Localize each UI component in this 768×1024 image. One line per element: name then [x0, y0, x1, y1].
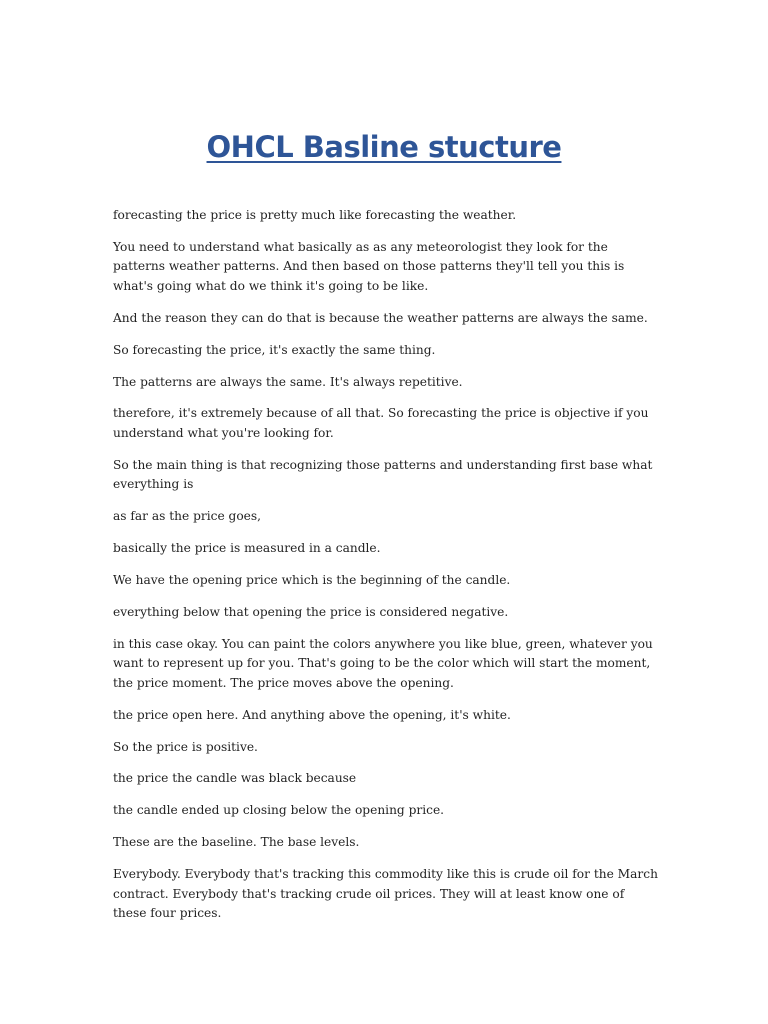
paragraph-2: You need to understand what basically as as any meteorologist they look for the patterns weather patterns. And then based on those patterns they'll tell you this is what's going what do we think it's going to be like. [113, 239, 625, 293]
paragraph-10: We have the opening price which is the beginning of the candle. [113, 573, 511, 588]
paragraph-15: the price the candle was black because [113, 771, 357, 786]
paragraph-5: The patterns are always the same. It's always repetitive. [113, 374, 463, 389]
document-body [113, 206, 658, 936]
paragraph-11: everything below that opening the price is considered negative. [113, 604, 509, 619]
paragraph-12: in this case okay. You can paint the colors anywhere you like blue, green, whatever you want to represent up for you. That's going to be the color which will start the moment, the price moment. The price moves above the opening. [113, 636, 653, 690]
paragraph-3: And the reason they can do that is because the weather patterns are always the same. [113, 310, 648, 325]
paragraph-9: basically the price is measured in a candle. [113, 541, 381, 556]
document-title: OHCL Basline stucture [206, 130, 562, 164]
paragraph-13: the price open here. And anything above the opening, it's white. [113, 707, 511, 722]
paragraph-8: as far as the price goes, [113, 509, 262, 524]
paragraph-18: Everybody. Everybody that's tracking this commodity like this is crude oil for the March contract. Everybody that's tracking crude oil prices. They will at least know one of these four prices. [113, 867, 658, 921]
paragraph-7: So the main thing is that recognizing those patterns and understanding first base what everything is [113, 457, 653, 492]
paragraph-4: So forecasting the price, it's exactly the same thing. [113, 342, 436, 357]
paragraph-16: the candle ended up closing below the opening price. [113, 803, 445, 818]
paragraph-14: So the price is positive. [113, 739, 258, 754]
paragraph-17: These are the baseline. The base levels. [113, 835, 360, 850]
paragraph-1: forecasting the price is pretty much like forecasting the weather. [113, 208, 517, 222]
paragraph-6: therefore, it's extremely because of all that. So forecasting the price is objective if you understand what you're looking for. [113, 406, 649, 440]
